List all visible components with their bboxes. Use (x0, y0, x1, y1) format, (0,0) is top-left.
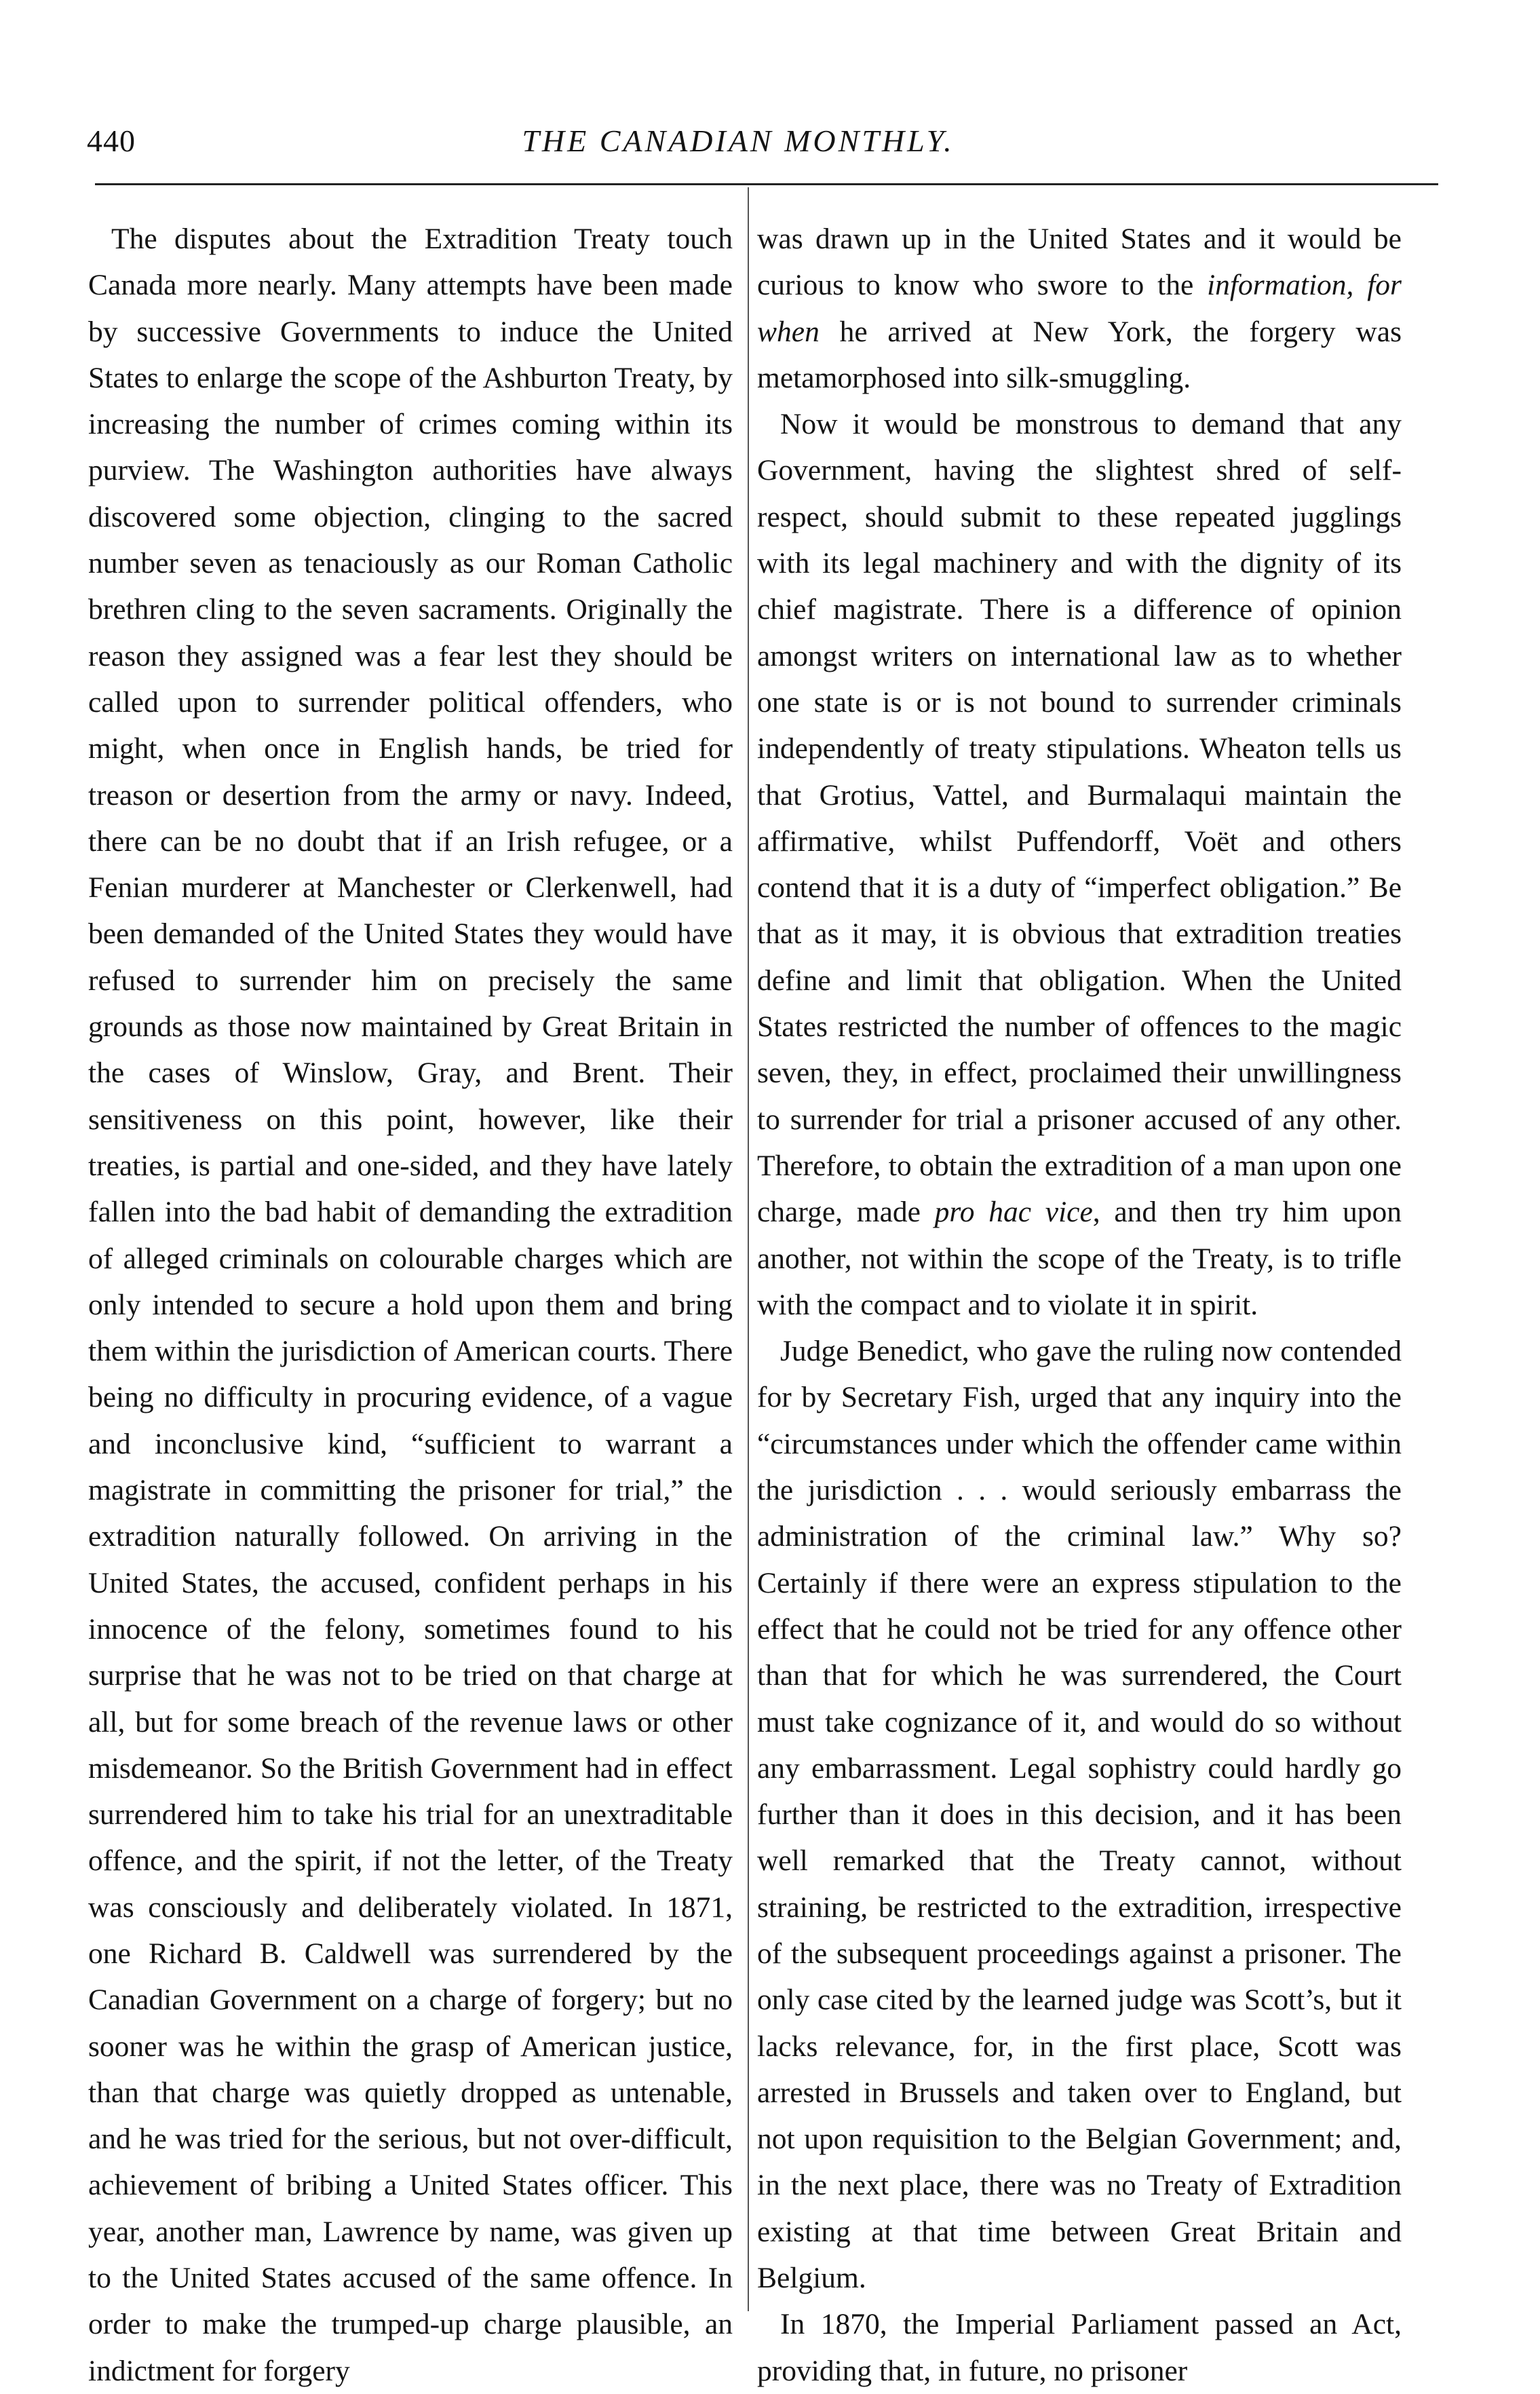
running-title: THE CANADIAN MONTHLY. (522, 124, 955, 158)
right-paragraph-continued-text-a: was drawn up in the United States and it would be curious to know who swore to the (757, 223, 1402, 302)
left-paragraph-1: The disputes about the Extradition Treaty touch Canada more nearly. Many attempts have been made by successive Governments to induce the United States to enlarge the scope of the Ashburton Treaty, by increasing the number of crimes coming within its purview. The Washington authorities have always discovered some objection, clinging to the sacred number seven as tenaciously as our Roman Catholic brethren cling to the seven sacraments. Originally the reason they assigned was a fear lest they should be called upon to surrender political offenders, who might, when once in English hands, be tried for treason or desertion from the army or navy. Indeed, there can be no doubt that if an Irish refugee, or a Fenian murderer at Manchester or Clerkenwell, had been demanded of the United States they would have refused to surrender him on precisely the same grounds as those now maintained by Great Britain in the cases of Winslow, Gray, and Brent. Their sensitiveness on this point, however, like their treaties, is partial and one-sided, and they have lately fallen into the bad habit of demanding the extradition of alleged criminals on colourable charges which are only intended to secure a hold upon them and bring them within the jurisdiction of American courts. There being no difficulty in procuring evidence, of a vague and inconclusive kind, “sufficient to warrant a magistrate in committing the prisoner for trial,” the extradition naturally followed. On arriving in the United States, the accused, confident perhaps in his innocence of the felony, sometimes found to his surprise that he was not to be tried on that charge at all, but for some breach of the revenue laws or other misdemeanor. So the British Government had in effect surrendered him to take his trial for an unextraditable offence, and the spirit, if not the letter, of the Treaty was consciously and deliberately violated. In 1871, one Richard B. Caldwell was surrendered by the Canadian Government on a charge of forgery; but no sooner was he within the grasp of American justice, than that charge was quietly dropped as untenable, and he was tried for the serious, but not over-difficult, achievement of bribing a United States officer. This year, another man, Lawrence by name, was given up to the United States accused of the same offence. In order to make the trumped-up charge plausible, an indictment for forgery (88, 223, 733, 2387)
page-number: 440 (87, 124, 136, 158)
right-paragraph-2-text-b: , and then try him upon another, not within the scope of the Treaty, is to trifle with the compact and to violate it in spirit. (757, 1196, 1402, 1321)
right-paragraph-continued-text-b: he arrived at New York, the forgery was metamorphosed into silk-smuggling. (757, 315, 1402, 394)
right-paragraph-3: Judge Benedict, who gave the ruling now contended for by Secretary Fish, urged that any inquiry into the “circumstances under which the offender came within the jurisdiction . . . would seriously embarrass the administration of the criminal law.” Why so? Certainly if there were an express stipulation to the effect that he could not be tried for any offence other than that for which he was surrendered, the Court must take cognizance of it, and would do so without any embarrassment. Legal sophistry could hardly go further than it does in this decision, and it has been well remarked that the Treaty cannot, without straining, be restricted to the extradition, irrespective of the subsequent proceedings against a prisoner. The only case cited by the learned judge was Scott’s, but it lacks relevance, for, in the first place, Scott was arrested in Brussels and taken over to England, but not upon requisition to the Belgian Government; and, in the next place, there was no Treaty of Extradition existing at that time between Great Britain and Belgium. (757, 1335, 1402, 2295)
header-rule (95, 183, 1438, 185)
page-header (87, 121, 1389, 179)
right-column (757, 216, 1402, 2394)
right-paragraph-continued (757, 216, 1402, 401)
right-paragraph-2-text-a: Now it would be monstrous to demand that any Government, having the slightest shred of self-respect, should submit to these repeated jugglings with its legal machinery and with the dignity of its chief magistrate. There is a difference of opinion amongst writers on international law as to whether one state is or is not bound to surrender criminals independently of treaty stipulations. Wheaton tells us that Grotius, Vattel, and Burmalaqui maintain the affirmative, whilst Puffendorff, Voët and others contend that it is a duty of “imperfect obligation.” Be that as it may, it is obvious that extradition treaties define and limit that obligation. When the United States restricted the number of offences to the magic seven, they, in effect, proclaimed their unwillingness to surrender for trial a prisoner accused of any other. Therefore, to obtain the extradition of a man upon one charge, made (757, 408, 1402, 1229)
column-divider (748, 187, 749, 2311)
right-paragraph-continued-italic: information, for when (757, 269, 1402, 348)
right-paragraph-4: In 1870, the Imperial Parliament passed an Act, providing that, in future, no prisoner (757, 2308, 1402, 2387)
right-paragraph-2 (757, 401, 1402, 1328)
right-paragraph-2-italic: pro hac vice (934, 1196, 1093, 1229)
left-column (88, 216, 733, 2394)
